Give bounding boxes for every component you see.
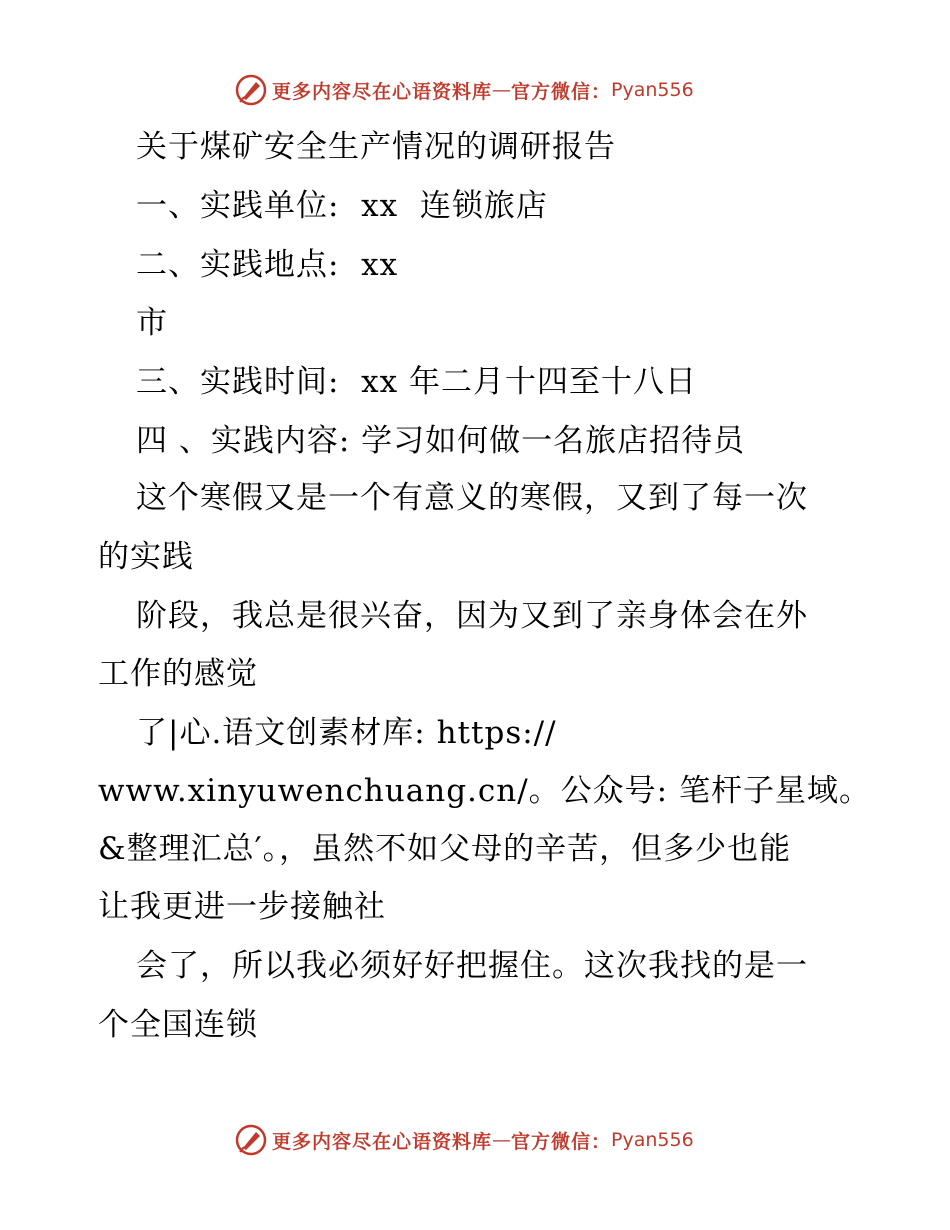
pen-nib-logo-icon [234,73,268,107]
document-line: 这个寒假又是一个有意义的寒假，又到了每一次 [136,480,808,516]
watermark-wechat-label: 官方微信： [511,80,612,103]
watermark-separator: — [492,1129,512,1151]
document-line: 四 、实践内容: 学习如何做一名旅店招待员 [136,423,746,459]
pen-nib-logo-icon [234,1123,268,1157]
footer-watermark [234,1122,694,1158]
document-line: 三、实践时间: xx 年二月十四至十八日 [136,364,697,400]
watermark-text: 更多内容尽在心语资料库 [272,1130,493,1153]
document-line: 工作的感觉 [98,656,258,692]
document-line: 一、实践单位: xx 连锁旅店 [136,188,548,224]
document-line: www.xinyuwenchuang.cn/。公众号: 笔杆子星域。 [98,773,871,809]
document-line: &整理汇总′。，虽然不如父母的辛苦，但多少也能 [98,831,792,867]
document-line: 会了，所以我必须好好把握住。这次我找的是一 [136,948,808,984]
watermark-wechat-label: 官方微信： [511,1130,612,1153]
document-line: 二、实践地点: xx [136,247,399,283]
watermark-text: 更多内容尽在心语资料库 [272,80,493,103]
header-watermark [234,72,694,108]
document-line: 了|心.语文创素材库: https:// [136,715,557,751]
document-line: 阶段，我总是很兴奋，因为又到了亲身体会在外 [136,598,808,634]
document-line: 让我更进一步接触社 [98,889,386,925]
watermark-wechat-id: Pyan556 [611,1129,694,1151]
watermark-wechat-id: Pyan556 [611,79,694,101]
document-line: 市 [136,305,168,341]
document-line: 的实践 [98,539,194,575]
document-line: 个全国连锁 [98,1007,258,1043]
watermark-separator: — [492,79,512,101]
document-title: 关于煤矿安全生产情况的调研报告 [136,129,616,165]
